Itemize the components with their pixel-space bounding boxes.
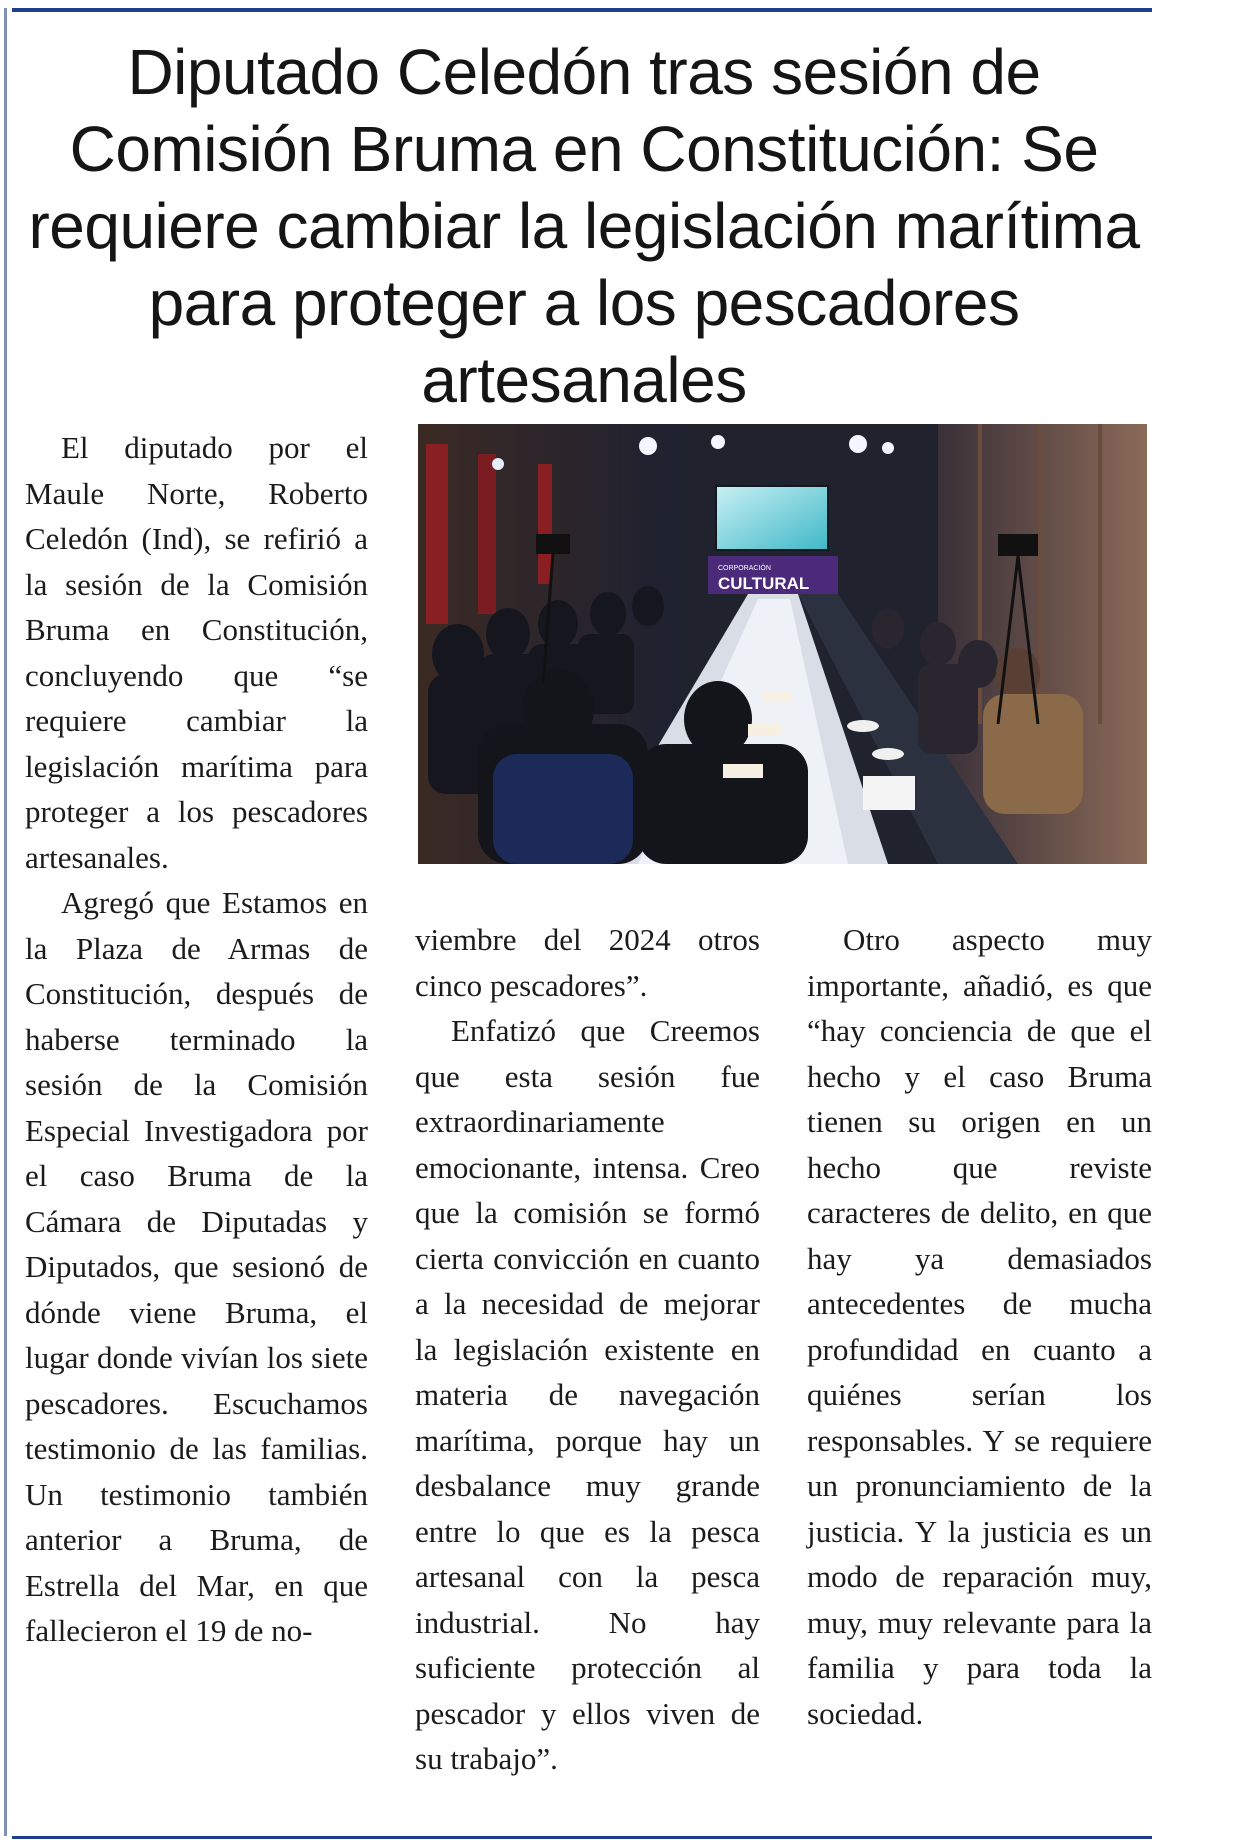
- article-column-2: [415, 917, 760, 1782]
- left-border-rule: [4, 8, 7, 1836]
- banner-small-text: CORPORACIÓN: [718, 565, 771, 572]
- paragraph-plaza: Agregó que Estamos en la Plaza de Armas de Constitución, después de haberse terminado la sesión de la Comisión Especial Investigadora por el caso Bruma de la Cámara de Diputadas y Diputados, que sesionó de dónde viene Bruma, el lugar donde vivían los siete pescadores. Escuchamos testimonio de las familias. Un testimonio también anterior a Bruma, de Estrella del Mar, en que fallecieron el 19 de no-: [25, 885, 368, 1648]
- bottom-border-rule: [12, 1836, 1152, 1839]
- paragraph-enfatizo: Enfatizó que Creemos que esta sesión fue extraordinariamente emocionante, intensa. Creo que la comisión se formó cierta convicción en cuanto a la necesidad de mejorar la legislación existente en materia de navegación marítima, porque hay un desbalance muy grande entre lo que es la pesca artesanal con la pesca industrial. No hay suficiente protección al pescador y ellos viven de su trabajo”.: [415, 1013, 760, 1776]
- article-column-3: [807, 917, 1152, 1736]
- top-border-rule: [12, 8, 1152, 12]
- paragraph-otro-aspecto: Otro aspecto muy importante, añadió, es que “hay conciencia de que el hecho y el caso Bruma tienen su origen en un hecho que reviste caracteres de delito, en que hay ya demasiados antecedentes de mucha profundidad en cuanto a quiénes serían los responsables. Y se requiere un pronunciamiento de la justicia. Y la justicia es un modo de reparación muy, muy, muy relevante para la familia y para toda la sociedad.: [807, 922, 1152, 1731]
- article-headline: Diputado Celedón tras sesión de Comisión Bruma en Constitución: Se requiere cambiar la legislación marítima para proteger a los pescadores artesanales: [28, 36, 1140, 416]
- session-photo-illustration: [418, 424, 1147, 864]
- banner-large-text: CULTURAL: [718, 574, 810, 593]
- article-column-1: [25, 425, 368, 1654]
- paragraph-continuation: viembre del 2024 otros cinco pescadores”.: [415, 922, 760, 1003]
- session-photo: [418, 424, 1147, 864]
- paragraph-intro: El diputado por el Maule Norte, Roberto Celedón (Ind), se refirió a la sesión de la Comisión Bruma en Constitución, concluyendo que “se requiere cambiar la legislación marítima para proteger a los pescadores artesanales.: [25, 430, 368, 875]
